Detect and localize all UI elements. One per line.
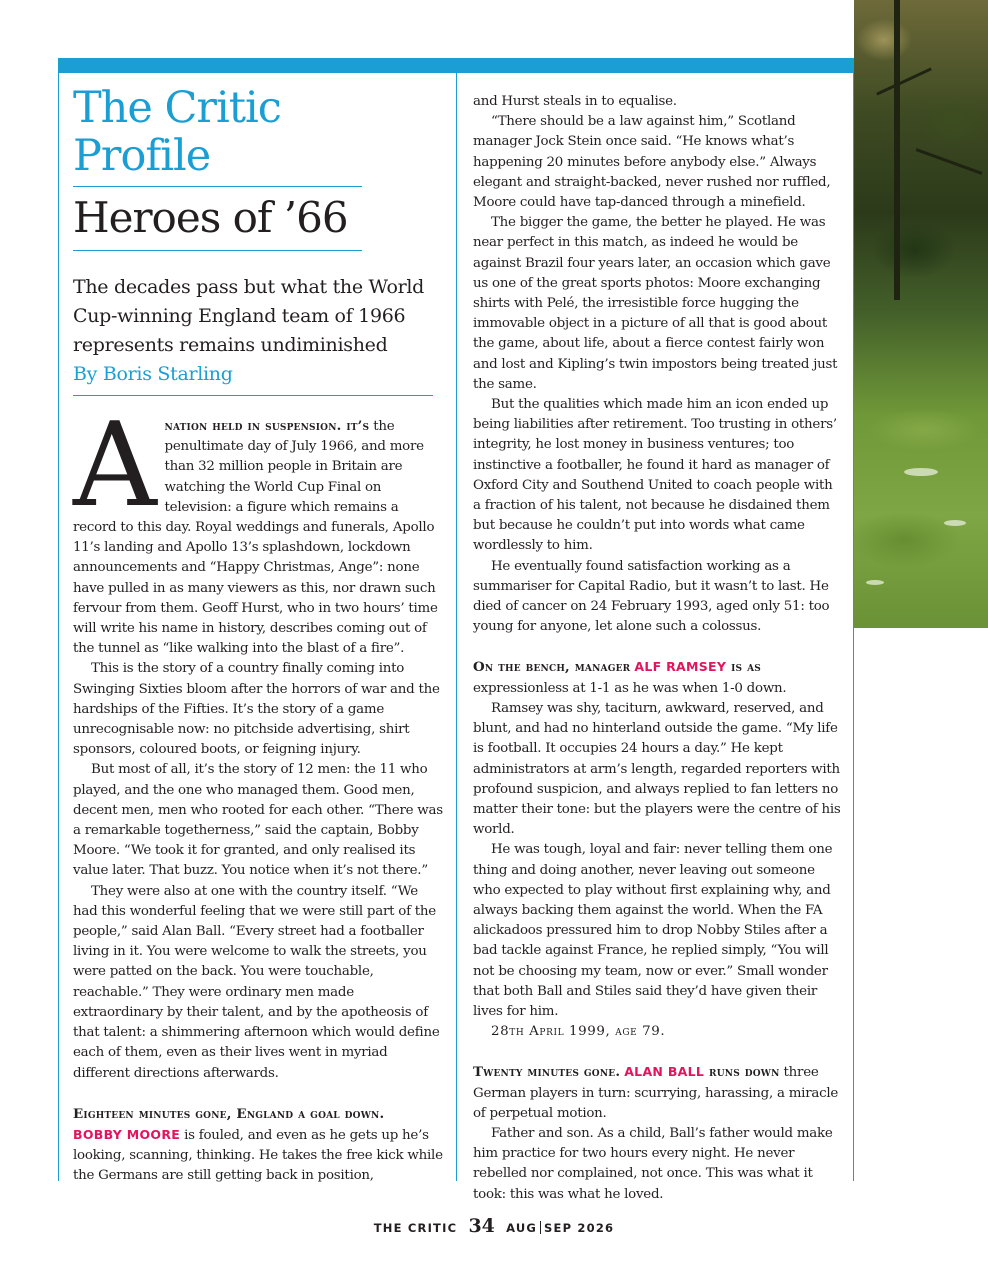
- paragraph: Father and son. As a child, Ball’s father would make him practice for two hours every night. He never rebelled nor complained, not once. This was what it took: this was what he loved.: [473, 1125, 833, 1202]
- paragraph: They were also at one with the country itself. “We had this wonderful feeling that we were still part of the people,” said Alan Ball. “Every street had a footballer living in it. You were welcome to walk the streets, you were patted on the back. You were touchable, reachable.” They were ordinary men made extraordinary by their talent, and by the apotheosis of that talent: a shimmering afternoon which would define each of them, even as their lives went in myriad different directions afterwards.: [73, 883, 440, 1081]
- paragraph-text: three German players in turn: scurrying, harassing, a miracle of perpetual motion.: [473, 1065, 839, 1121]
- tree-branch: [916, 148, 983, 175]
- title-divider-bottom: [73, 250, 362, 251]
- left-column-rule: [58, 73, 59, 1181]
- player-name-moore: BOBBY MOORE: [73, 1126, 181, 1142]
- page-footer: [0, 1215, 988, 1237]
- footer-magazine-name: THE CRITIC: [373, 1221, 458, 1235]
- light-patch: [866, 580, 884, 585]
- section-title-line2: Profile: [73, 131, 211, 181]
- date-line: 28th April 1999, age 79.: [491, 1024, 666, 1040]
- light-patch: [944, 520, 966, 526]
- section-gap: [473, 637, 841, 657]
- light-patch: [904, 468, 938, 476]
- paragraph: “There should be a law against him,” Scotland manager Jock Stein once said. “He knows what’s happening 20 minutes before anybody else.” Always elegant and straight-backed, never rushed nor ruffled, Moore could have tap-danced through a minefield.: [473, 114, 831, 211]
- left-column: [73, 84, 443, 1187]
- paragraph: [473, 657, 841, 698]
- lead-in: is as: [726, 659, 761, 676]
- paragraph: Ramsey was shy, taciturn, awkward, reserved, and blunt, and had no hinterland outside the game. “My life is football. It occupies 24 hours a day.” He kept administrators at arm’s length, regarded reporters with profound suspicion, and always replied to fan letters no matter their tone: but the players were the centre of his world.: [473, 700, 841, 838]
- lead-in: On the bench, manager: [473, 659, 631, 676]
- section-gap: [473, 1042, 841, 1062]
- lead-in: Eighteen minutes gone, England a goal down.: [73, 1105, 385, 1122]
- footer-issue-month: AUG: [506, 1221, 538, 1235]
- lead-in: runs down: [704, 1064, 780, 1081]
- standfirst-divider: [73, 395, 433, 396]
- article-title: Heroes of ’66: [73, 193, 348, 242]
- paragraph: He was tough, loyal and fair: never telling them one thing and doing another, never leaving out someone who expected to play without first explaining why, and always backing them against the world. When the FA alickadoos pressured him to drop Nobby Stiles after a bad tackle against France, he replied simply, “You will not be choosing my team, now or ever.” Small wonder that both Ball and Stiles said they’d have given their lives for him.: [473, 842, 833, 1019]
- paragraph: This is the story of a country finally coming into Swinging Sixties bloom after the horrors of war and the hardships of the Fifties. It’s the story of a game unrecognisable now: no pitchside advertising, shirt sponsors, coloured boots, or feigning injury.: [73, 661, 440, 758]
- cover-photo-strip: [854, 0, 988, 628]
- paragraph: But most of all, it’s the story of 12 men: the 11 who played, and the one who managed them. Good men, decent men, men who rooted for each other. “There was a remarkable togetherness,” said the captain, Bobby Moore. “We took it for granted, and only realised its value later. That buzz. You notice when it’s not there.”: [73, 762, 443, 879]
- paragraph: The bigger the game, the better he played. He was near perfect in this match, as indeed he would be against Brazil four years later, an occasion which gave us one of the great sports photos: Moore exchanging shirts with Pelé, the irresistible force hugging the immovable object in a picture of all that is good about the game, about life, about a fierce contest fairly won and lost and Kipling’s twin impostors being treated just the same.: [473, 215, 838, 392]
- paragraph-text: the penultimate day of July 1966, and more than 32 million people in Britain are watching the World Cup Final on television: a figure which remains a record to this day. Royal weddings and funerals, Apollo 11’s landing and Apollo 13’s splashdown, lockdown announcements and “Happy Christmas, Ange”: none have pulled in as many viewers as this, nor drawn such fervour from them. Geoff Hurst, who in two hours’ time will write his name in history, describes coming out of the tunnel as “like walking into the blast of a fire”.: [73, 419, 438, 657]
- right-column-rule: [853, 73, 854, 1181]
- section-gap: [73, 1084, 443, 1104]
- article-body-left: [73, 398, 443, 1187]
- tree-trunk: [894, 0, 900, 300]
- paragraph-text: expressionless at 1-1 as he was when 1-0 down.: [473, 680, 787, 696]
- lead-in: Twenty minutes gone.: [473, 1064, 621, 1081]
- player-name-ramsey: ALF RAMSEY: [634, 659, 727, 675]
- paragraph: [73, 1104, 443, 1187]
- drop-cap: A: [73, 398, 157, 533]
- footer-separator: [540, 1221, 541, 1234]
- right-column: [473, 92, 841, 1205]
- paragraph-text: is fouled, and even as he gets up he’s looking, scanning, thinking. He takes the free kick while the Germans are still getting back in position,: [73, 1127, 443, 1184]
- standfirst: [73, 273, 443, 389]
- section-title-line1: The Critic: [73, 83, 281, 133]
- player-name-ball: ALAN BALL: [624, 1064, 705, 1080]
- center-column-rule: [456, 73, 457, 1181]
- lead-in: nation held in suspension. it’s: [164, 418, 370, 434]
- paragraph: [473, 1062, 841, 1124]
- page-number: 34: [468, 1215, 495, 1237]
- standfirst-text: The decades pass but what the World Cup-winning England team of 1966 represents remains undiminished: [73, 276, 425, 356]
- section-title: [73, 84, 443, 180]
- tree-branch: [876, 67, 932, 95]
- footer-issue-date: SEP 2026: [544, 1221, 615, 1235]
- paragraph: [73, 398, 443, 659]
- paragraph: He eventually found satisfaction working as a summariser for Capital Radio, but it wasn’t to last. He died of cancer on 24 February 1993, aged only 51: too young for anyone, let alone such a colossus.: [473, 558, 830, 635]
- paragraph: But the qualities which made him an icon ended up being liabilities after retirement. Too trusting in others’ integrity, he lost money in business ventures; too instinctive a footballer, he found it hard as manager of Oxford City and Southend United to coach people with a fraction of his talent, not because he disdained them but because he couldn’t put into words what came wordlessly to him.: [473, 397, 837, 554]
- byline: By Boris Starling: [73, 363, 233, 385]
- top-accent-bar: [58, 58, 854, 73]
- paragraph: and Hurst steals in to equalise.: [473, 94, 677, 109]
